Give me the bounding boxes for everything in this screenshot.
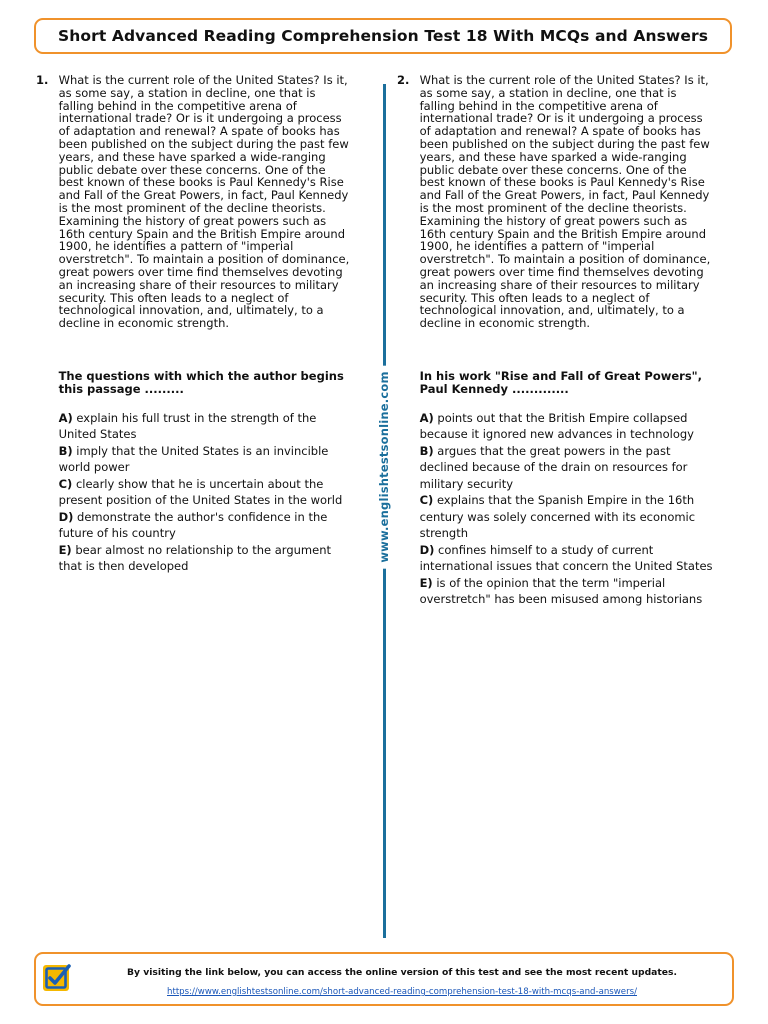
option-a <box>59 410 354 443</box>
answer-options <box>59 410 354 575</box>
option-text: clearly show that he is uncertain about the present position of the United States in the world <box>58 476 343 508</box>
question-2-column <box>397 72 715 608</box>
option-d <box>59 509 354 542</box>
option-letter: C) <box>58 476 73 491</box>
option-letter: C) <box>419 493 434 508</box>
question-stem: In his work "Rise and Fall of Great Powers", Paul Kennedy ............. <box>419 368 703 396</box>
option-b <box>420 443 715 493</box>
option-c <box>420 492 715 542</box>
title-banner <box>34 18 732 54</box>
footer-text <box>76 966 728 998</box>
option-text: bear almost no relationship to the argument that is then developed <box>58 542 331 574</box>
option-text: confines himself to a study of current international issues that concern the United States <box>419 542 713 574</box>
option-c <box>59 476 354 509</box>
question-body <box>420 72 715 608</box>
option-text: imply that the United States is an invincible world power <box>58 443 329 475</box>
option-b <box>59 443 354 476</box>
option-letter: A) <box>419 410 434 425</box>
option-letter: E) <box>419 575 433 590</box>
option-e <box>59 542 354 575</box>
option-text: explains that the Spanish Empire in the 16th century was solely concerned with its economic strength <box>419 493 696 541</box>
option-d <box>420 542 715 575</box>
footer-banner <box>34 952 734 1006</box>
option-text: demonstrate the author's confidence in the future of his country <box>58 509 328 541</box>
option-letter: A) <box>58 410 73 425</box>
question-body <box>59 72 354 575</box>
option-letter: D) <box>58 509 74 524</box>
question-1 <box>36 72 354 575</box>
page-title: Short Advanced Reading Comprehension Test 18 With MCQs and Answers <box>57 27 709 45</box>
question-1-column <box>36 72 354 575</box>
option-letter: B) <box>58 443 73 458</box>
option-text: points out that the British Empire collapsed because it ignored new advances in technology <box>419 410 694 442</box>
checkbox-icon <box>40 961 74 995</box>
question-number: 1. <box>36 73 49 87</box>
option-e <box>420 575 715 608</box>
question-stem: The questions with which the author begins this passage ......... <box>58 368 344 396</box>
option-letter: D) <box>419 542 435 557</box>
reading-passage: What is the current role of the United States? Is it, as some say, a station in decline, one that is falling behind in the competitive arena of international trade? Or is it undergoing a process of adaptation and renewal? A spate of books has been published on the subject during the past few years, and these have sparked a wide-ranging public debate over these concerns. One of the best known of these books is Paul Kennedy's Rise and Fall of the Great Powers, in fact, Paul Kennedy is the most prominent of the decline theorists. Examining the history of great powers such as 16th century Spain and the British Empire around 1900, he identifies a pattern of "imperial overstretch". To maintain a position of dominance, great powers over time find themselves devoting an increasing share of their resources to military security. This often leads to a neglect of technological innovation, and, ultimately, to a decline in economic strength. <box>58 73 350 331</box>
answer-options <box>420 410 715 608</box>
website-watermark: www.englishtestsonline.com <box>377 365 391 568</box>
option-text: argues that the great powers in the past declined because of the drain on resources for military security <box>419 443 688 491</box>
question-number: 2. <box>397 73 410 87</box>
option-text: explain his full trust in the strength of the United States <box>58 410 317 442</box>
option-a <box>420 410 715 443</box>
option-letter: B) <box>419 443 434 458</box>
question-2 <box>397 72 715 608</box>
option-text: is of the opinion that the term "imperial overstretch" has been misused among historians <box>419 575 703 607</box>
option-letter: E) <box>58 542 72 557</box>
reading-passage: What is the current role of the United States? Is it, as some say, a station in decline, one that is falling behind in the competitive arena of international trade? Or is it undergoing a process of adaptation and renewal? A spate of books has been published on the subject during the past few years, and these have sparked a wide-ranging public debate over these concerns. One of the best known of these books is Paul Kennedy's Rise and Fall of the Great Powers, in fact, Paul Kennedy is the most prominent of the decline theorists. Examining the history of great powers such as 16th century Spain and the British Empire around 1900, he identifies a pattern of "imperial overstretch". To maintain a position of dominance, great powers over time find themselves devoting an increasing share of their resources to military security. This often leads to a neglect of technological innovation, and, ultimately, to a decline in economic strength. <box>419 73 711 331</box>
footer-note: By visiting the link below, you can access the online version of this test and see the most recent updates. <box>127 967 677 978</box>
online-test-link[interactable]: https://www.englishtestsonline.com/short-advanced-reading-comprehension-test-18-with-mcqs-and-answers/ <box>167 987 637 997</box>
